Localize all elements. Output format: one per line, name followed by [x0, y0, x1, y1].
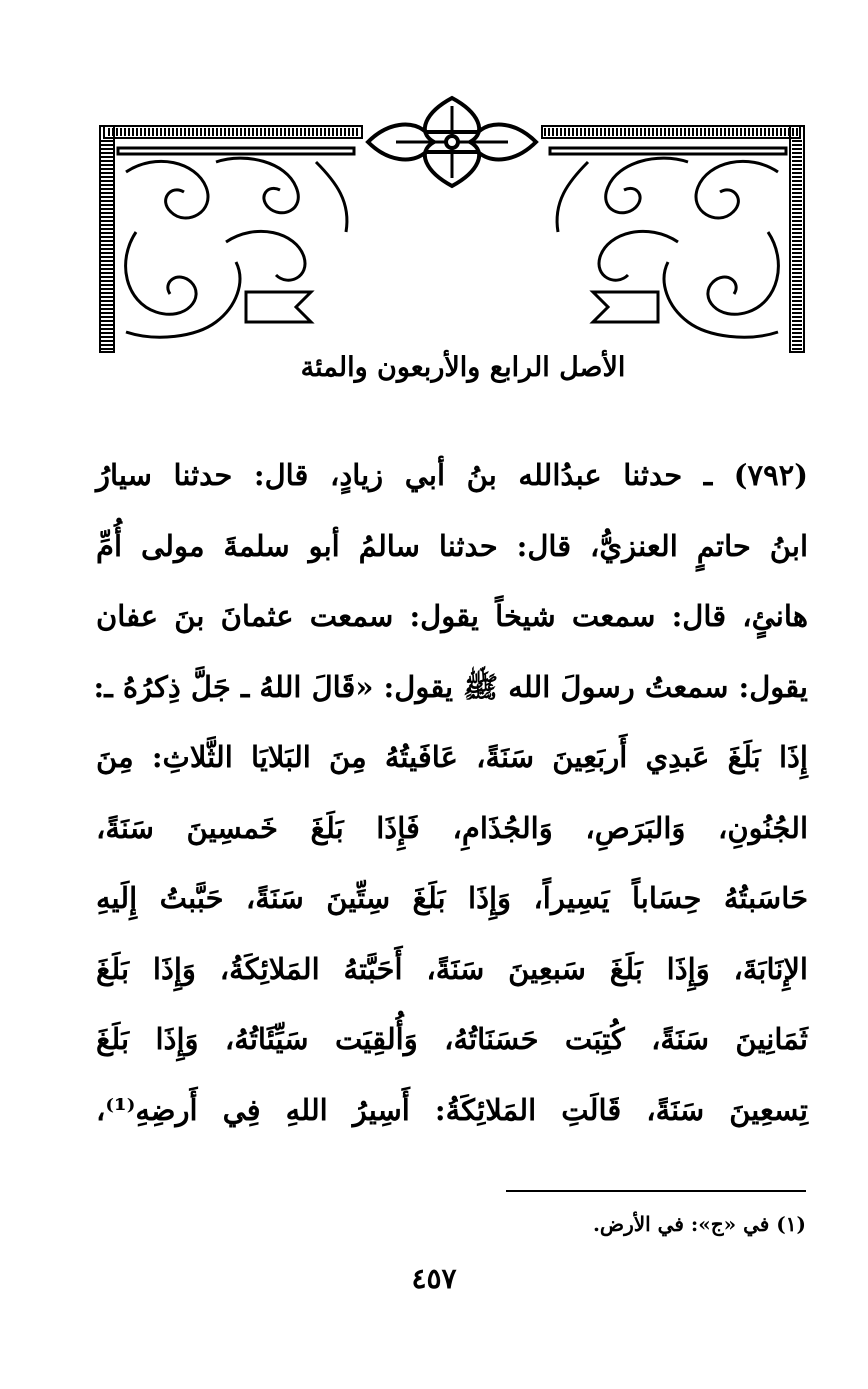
text-line: تِسعِينَ سَنَةً، قَالَتِ المَلائِكَةُ: أَسِيرُ اللهِ فِي أَرضِهِ⁽¹⁾،: [96, 1092, 808, 1127]
chapter-header: [96, 92, 808, 383]
chapter-title: الأصل الرابع والأربعون والمئة: [298, 344, 628, 392]
footnote: (١) في «ج»: في الأرض.: [592, 1212, 806, 1236]
text-line: ثَمَانِينَ سَنَةً، كُتِبَت حَسَنَاتُهُ، وَأُلقِيَت سَيِّئَاتُهُ، وَإِذَا بَلَغَ: [96, 1022, 808, 1056]
footnote-divider: [506, 1190, 806, 1192]
text-line: الإِنَابَةَ، وَإِذَا بَلَغَ سَبعِينَ سَنَةً، أَحَبَّتهُ المَلائِكَةُ، وَإِذَا بَلَغَ: [96, 951, 808, 986]
text-line: الجُنُونِ، وَالبَرَصِ، وَالجُذَامِ، فَإِذَا بَلَغَ خَمسِينَ سَنَةً،: [96, 810, 808, 845]
text-line: هانئٍ، قال: سمعت شيخاً يقول: سمعت عثمانَ بنَ عفان: [96, 599, 808, 633]
text-line: إِذَا بَلَغَ عَبدِي أَربَعِينَ سَنَةً، عَافَيتُهُ مِنَ البَلايَا الثَّلاثِ: مِنَ: [96, 740, 808, 774]
text-line: ابنُ حاتمٍ العنزيُّ، قال: حدثنا سالمُ أبو سلمةَ مولى أُمِّ: [96, 528, 808, 563]
text-line: حَاسَبتُهُ حِسَاباً يَسِيراً، وَإِذَا بَلَغَ سِتِّينَ سَنَةً، حَبَّبتُ إِلَيهِ: [96, 881, 808, 915]
hadith-text: [93, 440, 808, 1145]
text-line: يقول: سمعتُ رسولَ الله ﷺ يقول: «قَالَ اللهُ ـ جَلَّ ذِكرُهُ ـ:: [93, 669, 808, 704]
text-line: (٧٩٢) ـ حدثنا عبدُالله بنُ أبي زيادٍ، قال: حدثنا سيارُ: [96, 458, 808, 492]
page-number: ٤٥٧: [411, 1262, 457, 1295]
ornamental-frame-icon: [96, 92, 808, 357]
